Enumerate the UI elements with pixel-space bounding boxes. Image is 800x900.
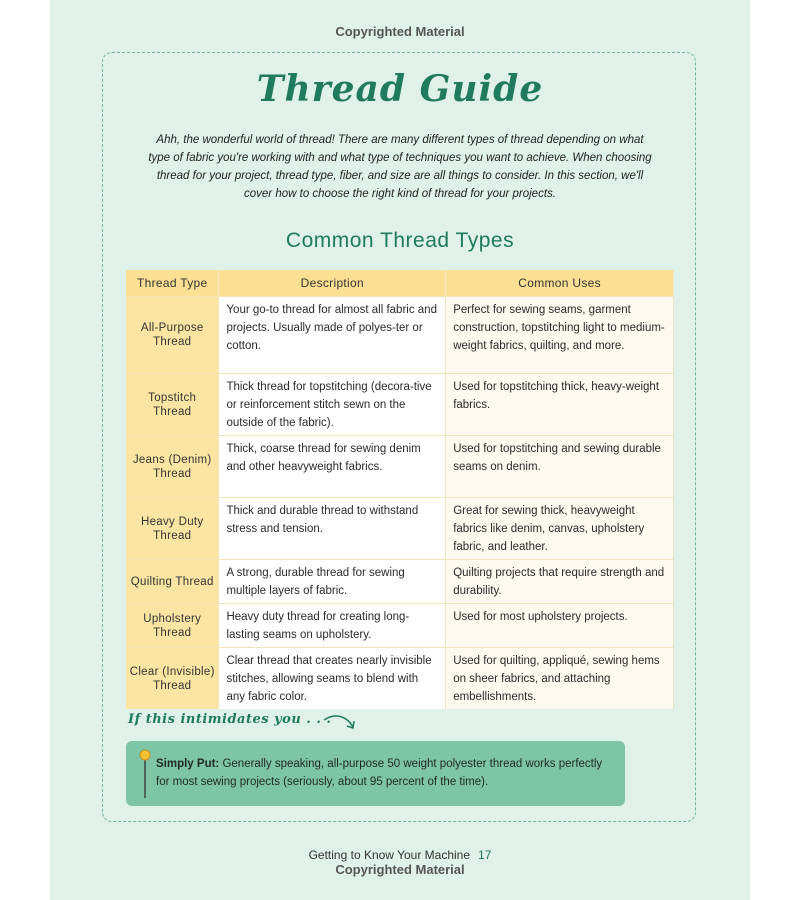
description-cell: Thick and durable thread to withstand stress and tension. [219, 498, 446, 560]
description-cell: Heavy duty thread for creating long-lasting seams on upholstery. [219, 604, 446, 648]
common-uses-cell: Used for most upholstery projects. [446, 604, 674, 648]
table-row [126, 648, 674, 710]
thread-types-table [126, 270, 674, 709]
common-uses-cell: Quilting projects that require strength and durability. [446, 560, 674, 604]
chapter-title: Getting to Know Your Machine [308, 848, 471, 862]
description-cell: Clear thread that creates nearly invisible stitches, allowing seams to blend with any fabric color. [219, 648, 446, 710]
tip-label: Simply Put: [156, 758, 220, 770]
description-cell: A strong, durable thread for sewing multiple layers of fabric. [219, 560, 446, 604]
header-common-uses: Common Uses [446, 270, 674, 297]
header-thread-type: Thread Type [126, 270, 219, 297]
table-row [126, 604, 674, 648]
table-row [126, 374, 674, 436]
thread-type-cell: All-Purpose Thread [126, 297, 219, 374]
common-uses-cell: Used for quilting, appliqué, sewing hems on sheer fabrics, and attaching embellishments. [446, 648, 674, 710]
tip-body: Generally speaking, all-purpose 50 weight polyester thread works perfectly for most sewing projects (seriously, about 95 percent of the time). [156, 758, 603, 788]
table-row [126, 297, 674, 374]
curved-arrow-icon [322, 712, 358, 734]
page-title: Thread Guide [256, 68, 544, 110]
thread-type-cell: Clear (Invisible) Thread [126, 648, 219, 710]
common-uses-cell: Used for topstitching thick, heavy-weight fabrics. [446, 374, 674, 436]
copyright-notice-bottom: Copyrighted Material [335, 862, 465, 877]
copyright-notice-top: Copyrighted Material [335, 24, 465, 39]
table-row [126, 436, 674, 498]
common-uses-cell: Great for sewing thick, heavyweight fabrics like denim, canvas, upholstery fabric, and leather. [446, 498, 674, 560]
description-cell: Your go-to thread for almost all fabric and projects. Usually made of polyes-ter or cotton. [219, 297, 446, 374]
thread-type-cell: Heavy Duty Thread [126, 498, 219, 560]
thread-type-cell: Jeans (Denim) Thread [126, 436, 219, 498]
thread-type-cell: Quilting Thread [126, 560, 219, 604]
tip-text [156, 755, 616, 791]
thread-type-cell: Topstitch Thread [126, 374, 219, 436]
aside-label: If this intimidates you . . . [128, 712, 332, 727]
common-uses-cell: Used for topstitching and sewing durable seams on denim. [446, 436, 674, 498]
description-cell: Thick thread for topstitching (decora-tive or reinforcement stitch sewn on the outside of the fabric). [219, 374, 446, 436]
section-subtitle: Common Thread Types [285, 229, 515, 252]
table-header-row [126, 270, 674, 297]
table-row [126, 560, 674, 604]
common-uses-cell: Perfect for sewing seams, garment construction, topstitching light to medium-weight fabrics, quilting, and more. [446, 297, 674, 374]
page-number: 17 [478, 848, 492, 862]
header-description: Description [219, 270, 446, 297]
table-row [126, 498, 674, 560]
thread-type-cell: Upholstery Thread [126, 604, 219, 648]
sewing-pin-icon [138, 748, 152, 800]
book-page [50, 0, 750, 900]
page-footer [50, 848, 750, 862]
intro-paragraph: Ahh, the wonderful world of thread! There are many different types of thread depending on what type of fabric you're working with and what type of techniques you want to achieve. When choosing thread for your project, thread type, fiber, and size are all things to consider. In this section, we'll cover how to choose the right kind of thread for your projects. [148, 134, 652, 200]
description-cell: Thick, coarse thread for sewing denim and other heavyweight fabrics. [219, 436, 446, 498]
